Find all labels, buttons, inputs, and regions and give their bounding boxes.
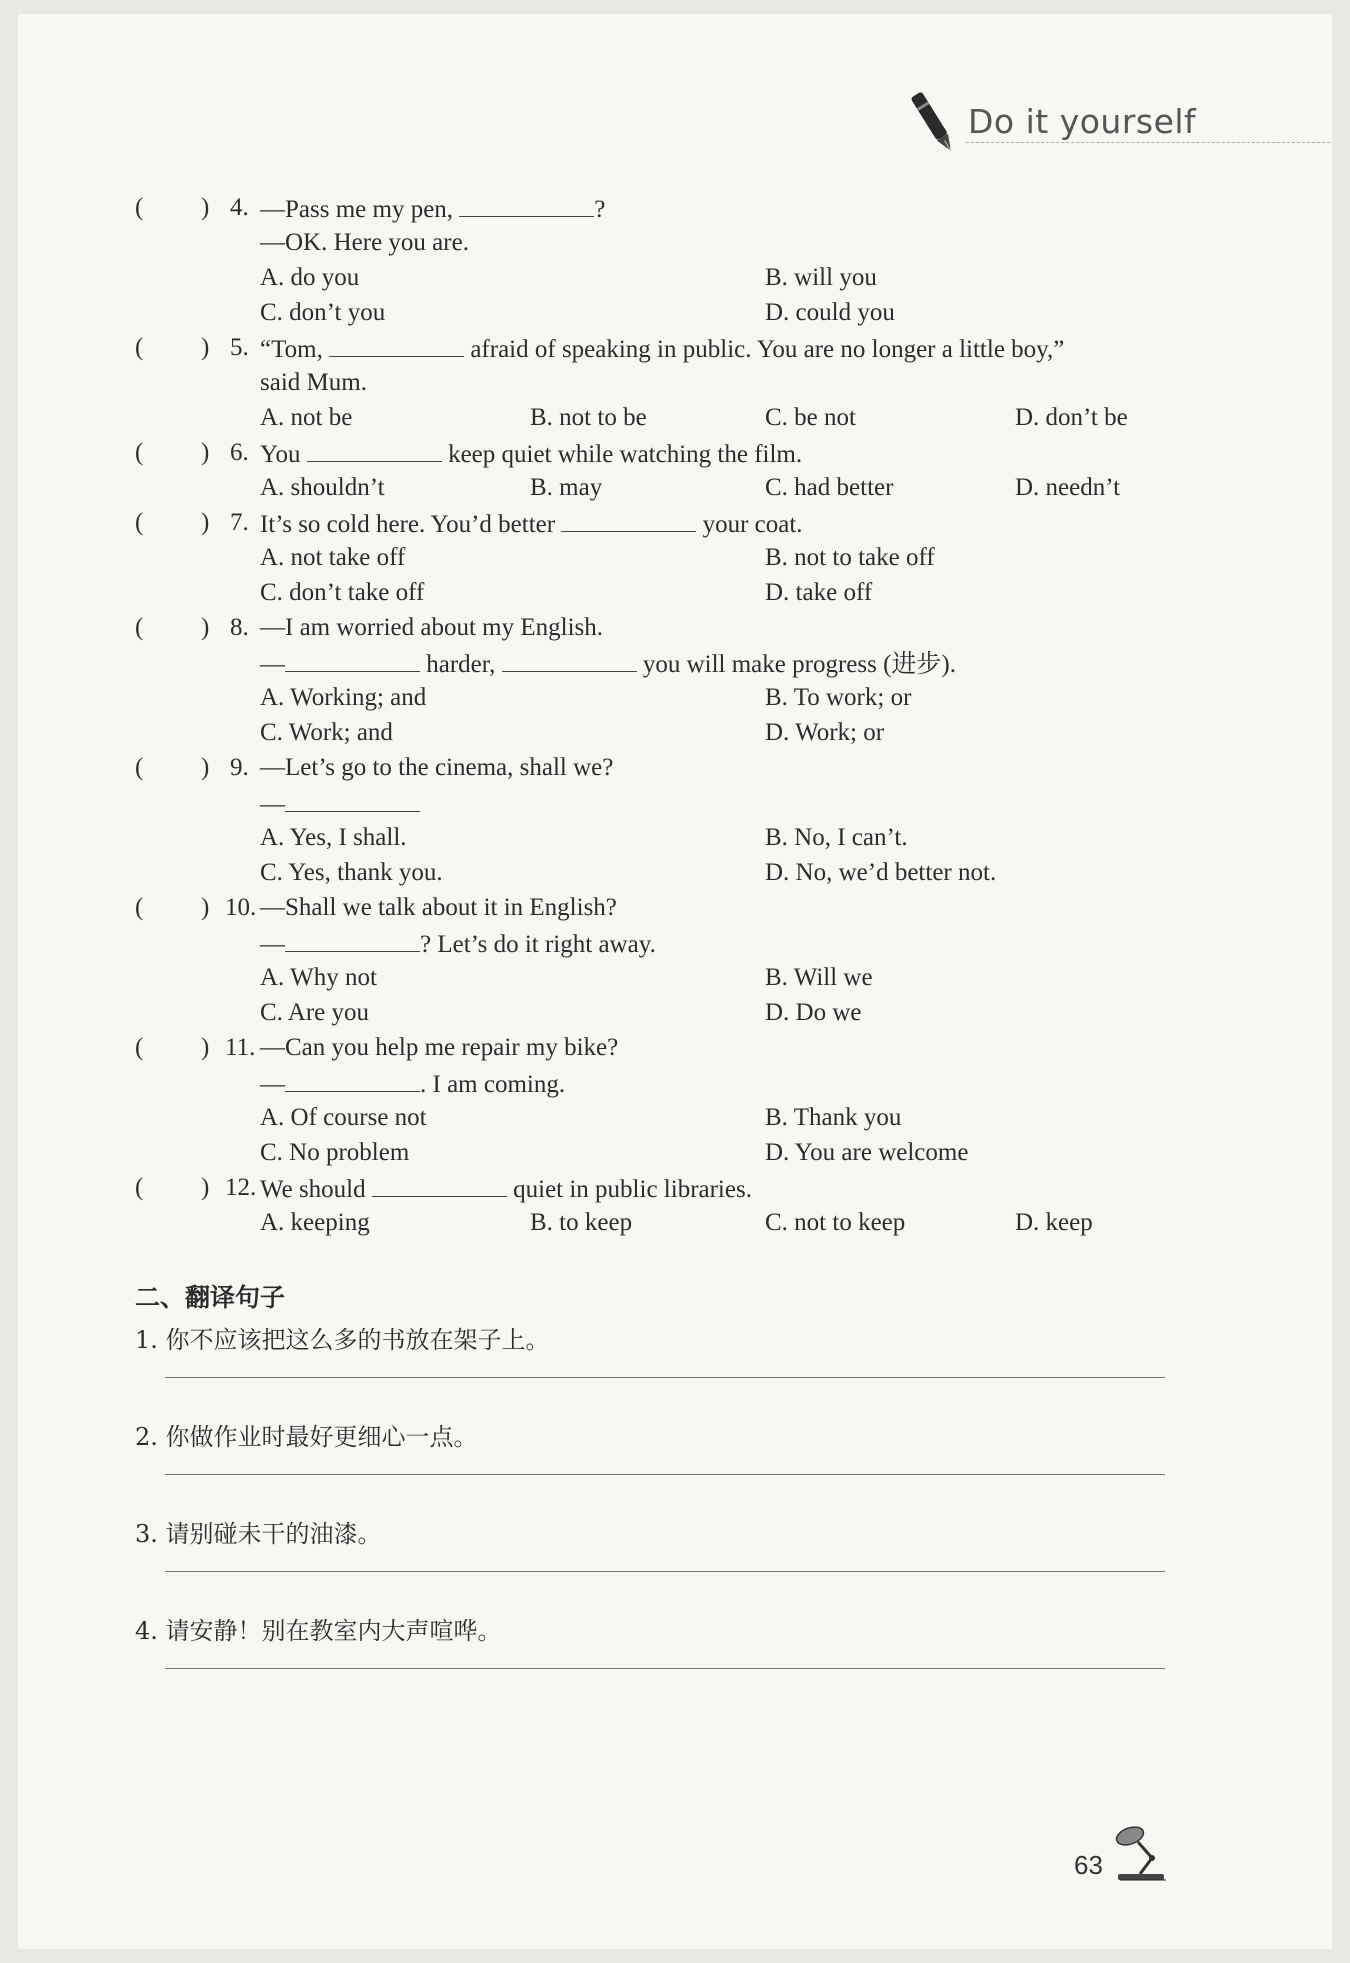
answer-blank[interactable] bbox=[561, 505, 696, 532]
option-b[interactable]: B. To work; or bbox=[765, 684, 912, 711]
question-line bbox=[135, 890, 1135, 925]
answer-paren-open: ( bbox=[135, 614, 144, 641]
answer-line[interactable] bbox=[165, 1570, 1165, 1572]
question-text bbox=[260, 1030, 618, 1065]
option-c[interactable]: C. don’t you bbox=[260, 299, 386, 326]
question-text-part: — bbox=[260, 1071, 285, 1098]
option-d[interactable]: D. You are welcome bbox=[765, 1139, 969, 1166]
options-row bbox=[135, 855, 1135, 890]
question-number: 7. bbox=[230, 509, 249, 536]
question-line bbox=[135, 330, 1135, 365]
question-line bbox=[135, 505, 1135, 540]
option-b[interactable]: B. Will we bbox=[765, 964, 873, 991]
answer-blank[interactable] bbox=[307, 435, 442, 462]
question-line bbox=[135, 645, 1135, 680]
answer-blank[interactable] bbox=[285, 925, 420, 952]
options-row bbox=[135, 995, 1135, 1030]
header-rule bbox=[966, 142, 1330, 143]
question-number: 5. bbox=[230, 334, 249, 361]
question-line bbox=[135, 785, 1135, 820]
options-row bbox=[135, 1135, 1135, 1170]
question-text-part: . I am coming. bbox=[420, 1071, 566, 1098]
question-number: 8. bbox=[230, 614, 249, 641]
option-c[interactable]: C. No problem bbox=[260, 1139, 410, 1166]
question-text bbox=[260, 190, 605, 227]
option-c[interactable]: C. be not bbox=[765, 404, 856, 431]
question-line bbox=[135, 190, 1135, 225]
option-c[interactable]: C. Yes, thank you. bbox=[260, 859, 443, 886]
pen-icon bbox=[910, 88, 956, 158]
question-line bbox=[135, 225, 1135, 260]
answer-blank[interactable] bbox=[372, 1170, 507, 1197]
options-row bbox=[135, 540, 1135, 575]
option-d[interactable]: D. No, we’d better not. bbox=[765, 859, 997, 886]
question-text-part: —OK. Here you are. bbox=[260, 229, 469, 256]
translation-item bbox=[135, 1611, 1175, 1707]
answer-line[interactable] bbox=[165, 1667, 1165, 1669]
question-text-part: — bbox=[260, 651, 285, 678]
answer-paren-open: ( bbox=[135, 754, 144, 781]
translation-prompt: 3. 请别碰未干的油漆。 bbox=[135, 1520, 382, 1548]
option-b[interactable]: B. to keep bbox=[530, 1209, 633, 1236]
question-line bbox=[135, 1030, 1135, 1065]
answer-paren-close: ) bbox=[201, 439, 210, 466]
question-text bbox=[260, 610, 603, 645]
options-row bbox=[135, 960, 1135, 995]
question-text-part: ? bbox=[594, 196, 606, 223]
question-text-part: you will make progress (进步). bbox=[636, 651, 956, 678]
question-line bbox=[135, 610, 1135, 645]
question-text-part: quiet in public libraries. bbox=[506, 1176, 752, 1203]
option-c[interactable]: C. don’t take off bbox=[260, 579, 425, 606]
options-row bbox=[135, 1205, 1135, 1240]
option-c[interactable]: C. Are you bbox=[260, 999, 370, 1026]
question-text bbox=[260, 750, 613, 785]
answer-paren-close: ) bbox=[201, 754, 210, 781]
question-text-part: keep quiet while watching the film. bbox=[441, 441, 803, 468]
answer-blank[interactable] bbox=[285, 645, 420, 672]
option-c[interactable]: C. Work; and bbox=[260, 719, 393, 746]
translation-prompt: 2. 你做作业时最好更细心一点。 bbox=[135, 1423, 478, 1451]
option-c[interactable]: C. had better bbox=[765, 474, 894, 501]
option-a[interactable]: A. Of course not bbox=[260, 1104, 427, 1131]
options-row bbox=[135, 715, 1135, 750]
option-b[interactable]: B. will you bbox=[765, 264, 877, 291]
question-text bbox=[260, 435, 802, 472]
question-text-part: It’s so cold here. You’d better bbox=[260, 511, 562, 538]
multiple-choice-section bbox=[135, 190, 1135, 1240]
question-text bbox=[260, 1170, 752, 1207]
option-d[interactable]: D. needn’t bbox=[1015, 474, 1121, 501]
question-text bbox=[260, 645, 956, 682]
option-a[interactable]: A. Working; and bbox=[260, 684, 427, 711]
answer-blank[interactable] bbox=[502, 645, 637, 672]
option-a[interactable]: A. Why not bbox=[260, 964, 377, 991]
answer-paren-open: ( bbox=[135, 894, 144, 921]
question-number: 12. bbox=[225, 1174, 257, 1201]
question-text bbox=[260, 365, 367, 400]
question-line bbox=[135, 1065, 1135, 1100]
question-text-part: — bbox=[260, 931, 285, 958]
question-number: 9. bbox=[230, 754, 249, 781]
question-number: 11. bbox=[225, 1034, 256, 1061]
question-text bbox=[260, 890, 617, 925]
answer-paren-close: ) bbox=[201, 614, 210, 641]
option-d[interactable]: D. could you bbox=[765, 299, 895, 326]
translation-prompt: 4. 请安静！别在教室内大声喧哗。 bbox=[135, 1617, 502, 1645]
answer-paren-open: ( bbox=[135, 194, 144, 221]
option-b[interactable]: B. may bbox=[530, 474, 603, 501]
option-d[interactable]: D. keep bbox=[1015, 1209, 1093, 1236]
answer-paren-open: ( bbox=[135, 334, 144, 361]
section-2-title: 二、翻译句子 bbox=[135, 1283, 286, 1312]
answer-paren-open: ( bbox=[135, 1034, 144, 1061]
option-a[interactable]: A. do you bbox=[260, 264, 360, 291]
answer-paren-close: ) bbox=[201, 194, 210, 221]
option-a[interactable]: A. keeping bbox=[260, 1209, 370, 1236]
question-text-part: —Let’s go to the cinema, shall we? bbox=[260, 754, 614, 781]
question-text-part: afraid of speaking in public. You are no longer a little boy,” bbox=[464, 336, 1065, 363]
option-b[interactable]: B. No, I can’t. bbox=[765, 824, 908, 851]
question-text bbox=[260, 330, 1064, 367]
option-a[interactable]: A. Yes, I shall. bbox=[260, 824, 407, 851]
answer-blank[interactable] bbox=[285, 785, 420, 812]
question-text-part: your coat. bbox=[696, 511, 803, 538]
question-text-part: “Tom, bbox=[260, 336, 330, 363]
options-row bbox=[135, 470, 1135, 505]
answer-paren-close: ) bbox=[201, 1174, 210, 1201]
question-line bbox=[135, 750, 1135, 785]
question-line bbox=[135, 365, 1135, 400]
question-line bbox=[135, 435, 1135, 470]
option-d[interactable]: D. don’t be bbox=[1015, 404, 1128, 431]
answer-paren-close: ) bbox=[201, 509, 210, 536]
answer-paren-close: ) bbox=[201, 334, 210, 361]
answer-blank[interactable] bbox=[329, 330, 464, 357]
answer-line[interactable] bbox=[165, 1473, 1165, 1475]
question-text bbox=[260, 505, 803, 542]
question-text-part: You bbox=[260, 441, 307, 468]
answer-paren-close: ) bbox=[201, 894, 210, 921]
question-text-part: harder, bbox=[420, 651, 502, 678]
option-a[interactable]: A. not be bbox=[260, 404, 353, 431]
question-number: 6. bbox=[230, 439, 249, 466]
answer-blank[interactable] bbox=[459, 190, 594, 217]
question-text bbox=[260, 925, 656, 962]
question-line bbox=[135, 925, 1135, 960]
question-text-part: ? Let’s do it right away. bbox=[420, 931, 656, 958]
option-a[interactable]: A. not take off bbox=[260, 544, 406, 571]
option-b[interactable]: B. not to take off bbox=[765, 544, 935, 571]
question-text-part: —I am worried about my English. bbox=[260, 614, 603, 641]
desk-lamp-icon bbox=[1110, 1822, 1170, 1884]
question-line bbox=[135, 1170, 1135, 1205]
question-number: 10. bbox=[225, 894, 257, 921]
question-text-part: —Can you help me repair my bike? bbox=[260, 1034, 619, 1061]
option-b[interactable]: B. Thank you bbox=[765, 1104, 902, 1131]
option-d[interactable]: D. take off bbox=[765, 579, 873, 606]
translation-item bbox=[135, 1417, 1175, 1513]
translation-item bbox=[135, 1514, 1175, 1610]
options-row bbox=[135, 680, 1135, 715]
question-text bbox=[260, 225, 469, 260]
answer-paren-open: ( bbox=[135, 1174, 144, 1201]
option-c[interactable]: C. not to keep bbox=[765, 1209, 906, 1236]
question-text-part: —Pass me my pen, bbox=[260, 196, 460, 223]
question-text-part: —Shall we talk about it in English? bbox=[260, 894, 617, 921]
translation-prompt: 1. 你不应该把这么多的书放在架子上。 bbox=[135, 1326, 550, 1354]
answer-blank[interactable] bbox=[285, 1065, 420, 1092]
answer-paren-open: ( bbox=[135, 509, 144, 536]
question-text-part: — bbox=[260, 791, 285, 818]
option-d[interactable]: D. Do we bbox=[765, 999, 862, 1026]
option-a[interactable]: A. shouldn’t bbox=[260, 474, 385, 501]
question-text bbox=[260, 785, 420, 822]
option-b[interactable]: B. not to be bbox=[530, 404, 647, 431]
question-number: 4. bbox=[230, 194, 249, 221]
question-text bbox=[260, 1065, 565, 1102]
options-row bbox=[135, 400, 1135, 435]
options-row bbox=[135, 575, 1135, 610]
page-header bbox=[910, 88, 1330, 148]
question-text-part: said Mum. bbox=[260, 369, 367, 396]
answer-line[interactable] bbox=[165, 1376, 1165, 1378]
options-row bbox=[135, 295, 1135, 330]
options-row bbox=[135, 260, 1135, 295]
options-row bbox=[135, 820, 1135, 855]
answer-paren-open: ( bbox=[135, 439, 144, 466]
options-row bbox=[135, 1100, 1135, 1135]
header-title: Do it yourself bbox=[968, 102, 1197, 141]
answer-paren-close: ) bbox=[201, 1034, 210, 1061]
page-number: 63 bbox=[1074, 1850, 1103, 1880]
question-text-part: We should bbox=[260, 1176, 372, 1203]
translation-item bbox=[135, 1320, 1175, 1416]
option-d[interactable]: D. Work; or bbox=[765, 719, 885, 746]
